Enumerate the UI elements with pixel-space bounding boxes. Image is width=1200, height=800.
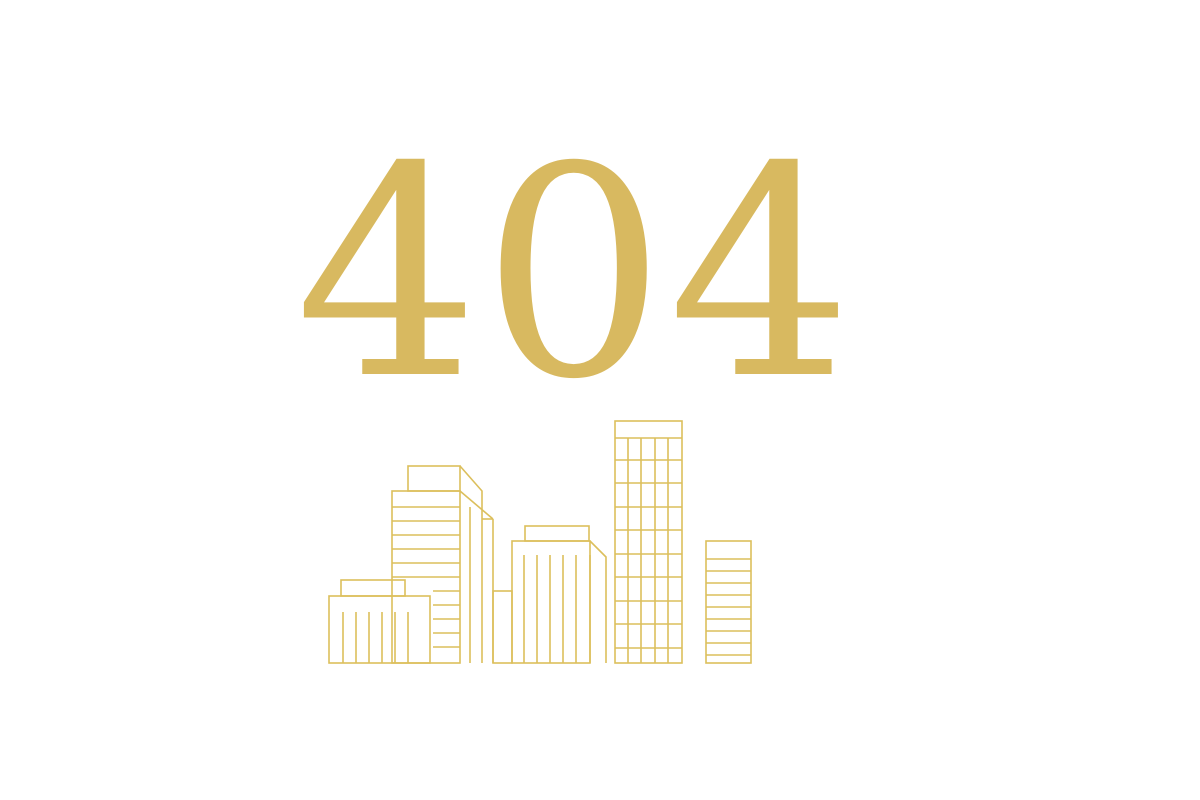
building-connector-icon (493, 591, 512, 663)
building-mid-left-icon (392, 466, 493, 663)
building-middle-icon (512, 526, 606, 663)
city-skyline-icon (325, 415, 755, 665)
building-tower-icon (615, 421, 682, 663)
building-right-icon (706, 541, 751, 663)
error-code-heading: 404 (295, 106, 855, 443)
building-left-low-icon (329, 580, 430, 663)
